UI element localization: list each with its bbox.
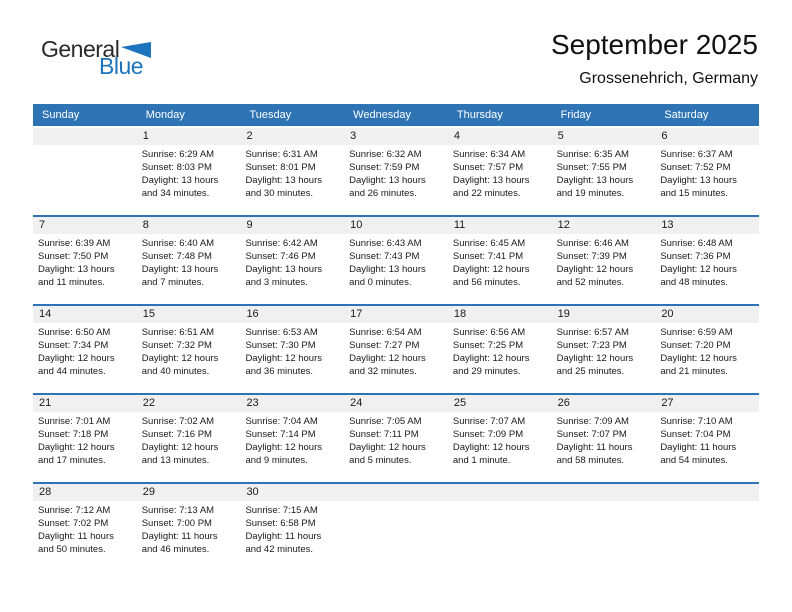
sunset-text: Sunset: 7:48 PM: [141, 251, 212, 262]
day-number: 24: [344, 395, 448, 412]
day-cell: [33, 217, 137, 304]
sunset-text: Sunset: 7:14 PM: [245, 429, 316, 440]
day-number: 25: [448, 395, 552, 412]
calendar-table: [33, 104, 759, 571]
sunset-text: Sunset: 7:18 PM: [38, 429, 109, 440]
day-number: 18: [448, 306, 552, 323]
day-details: [552, 145, 656, 200]
daylight-text: Daylight: 13 hours and 3 minutes.: [245, 264, 323, 288]
day-cell: [655, 395, 759, 482]
logo-text-general: General: [41, 36, 120, 62]
day-details: [448, 145, 552, 200]
day-number: 5: [552, 128, 656, 145]
sunset-text: Sunset: 7:55 PM: [556, 162, 627, 173]
week-row: [33, 482, 759, 571]
daylight-text: Daylight: 12 hours and 25 minutes.: [556, 353, 634, 377]
day-details: [344, 323, 448, 378]
day-cell: [448, 306, 552, 393]
day-details: [137, 234, 241, 289]
daylight-text: Daylight: 13 hours and 11 minutes.: [38, 264, 115, 288]
weekday-header-sunday: Sunday: [42, 109, 80, 121]
day-number: 16: [240, 306, 344, 323]
empty-day-cell: [33, 128, 137, 215]
day-cell: [137, 128, 241, 215]
sunset-text: Sunset: 7:07 PM: [556, 429, 627, 440]
day-details: [33, 323, 137, 378]
day-band-empty: [344, 484, 448, 501]
daylight-text: Daylight: 13 hours and 26 minutes.: [349, 175, 426, 199]
day-number: 29: [137, 484, 241, 501]
day-number: 7: [33, 217, 137, 234]
day-cell: [240, 217, 344, 304]
day-details: [33, 412, 137, 467]
day-band-empty: [33, 128, 137, 145]
page-subtitle: Grossenehrich, Germany: [579, 69, 758, 87]
daylight-text: Daylight: 13 hours and 15 minutes.: [660, 175, 737, 199]
day-cell: [137, 484, 241, 571]
daylight-text: Daylight: 11 hours and 58 minutes.: [556, 442, 633, 466]
sunrise-text: Sunrise: 6:29 AM: [141, 149, 215, 160]
daylight-text: Daylight: 12 hours and 1 minute.: [452, 442, 530, 466]
day-number: 2: [240, 128, 344, 145]
daylight-text: Daylight: 13 hours and 30 minutes.: [245, 175, 323, 199]
day-cell: [655, 306, 759, 393]
weekday-header-friday: Friday: [560, 109, 592, 121]
sunrise-text: Sunrise: 6:51 AM: [141, 327, 215, 338]
daylight-text: Daylight: 12 hours and 48 minutes.: [660, 264, 737, 288]
day-number: 15: [137, 306, 241, 323]
day-cell: [344, 306, 448, 393]
sunset-text: Sunset: 8:01 PM: [245, 162, 316, 173]
day-details: [240, 234, 344, 289]
day-details: [137, 323, 241, 378]
day-cell: [240, 306, 344, 393]
week-row: [33, 304, 759, 393]
day-details: [655, 145, 759, 200]
day-cell: [448, 395, 552, 482]
empty-day-cell: [448, 484, 552, 571]
sunset-text: Sunset: 6:58 PM: [245, 518, 316, 529]
day-details: [33, 234, 137, 289]
day-number: 13: [655, 217, 759, 234]
daylight-text: Daylight: 11 hours and 54 minutes.: [660, 442, 737, 466]
sunset-text: Sunset: 7:32 PM: [141, 340, 212, 351]
daylight-text: Daylight: 13 hours and 7 minutes.: [141, 264, 219, 288]
sunrise-text: Sunrise: 7:07 AM: [452, 416, 526, 427]
day-details: [33, 501, 137, 556]
general-blue-logo: [41, 38, 151, 78]
sunset-text: Sunset: 7:59 PM: [349, 162, 420, 173]
sunrise-text: Sunrise: 7:05 AM: [349, 416, 422, 427]
day-cell: [137, 217, 241, 304]
daylight-text: Daylight: 12 hours and 40 minutes.: [141, 353, 219, 377]
daylight-text: Daylight: 13 hours and 22 minutes.: [452, 175, 530, 199]
day-number: 27: [655, 395, 759, 412]
sunset-text: Sunset: 7:39 PM: [556, 251, 627, 262]
day-details: [655, 323, 759, 378]
day-details: [655, 234, 759, 289]
sunrise-text: Sunrise: 6:45 AM: [452, 238, 526, 249]
day-details: [344, 145, 448, 200]
sunrise-text: Sunrise: 7:04 AM: [245, 416, 318, 427]
sunrise-text: Sunrise: 7:15 AM: [245, 505, 318, 516]
day-cell: [33, 306, 137, 393]
sunset-text: Sunset: 7:00 PM: [141, 518, 212, 529]
daylight-text: Daylight: 12 hours and 52 minutes.: [556, 264, 634, 288]
sunrise-text: Sunrise: 6:39 AM: [38, 238, 111, 249]
sunrise-text: Sunrise: 7:02 AM: [141, 416, 215, 427]
page-title: September 2025: [550, 29, 758, 60]
sunrise-text: Sunrise: 7:01 AM: [38, 416, 111, 427]
day-band-empty: [655, 484, 759, 501]
day-cell: [655, 128, 759, 215]
day-cell: [552, 306, 656, 393]
day-cell: [33, 395, 137, 482]
daylight-text: Daylight: 12 hours and 9 minutes.: [245, 442, 323, 466]
day-number: 23: [240, 395, 344, 412]
daylight-text: Daylight: 12 hours and 44 minutes.: [38, 353, 115, 377]
sunset-text: Sunset: 7:02 PM: [38, 518, 109, 529]
daylight-text: Daylight: 12 hours and 13 minutes.: [141, 442, 219, 466]
day-details: [448, 234, 552, 289]
daylight-text: Daylight: 12 hours and 56 minutes.: [452, 264, 530, 288]
day-number: 30: [240, 484, 344, 501]
weekday-header-thursday: Thursday: [456, 109, 503, 121]
day-number: 19: [552, 306, 656, 323]
day-details: [240, 323, 344, 378]
sunrise-text: Sunrise: 6:43 AM: [349, 238, 422, 249]
daylight-text: Daylight: 12 hours and 17 minutes.: [38, 442, 115, 466]
daylight-text: Daylight: 12 hours and 32 minutes.: [349, 353, 426, 377]
day-cell: [448, 217, 552, 304]
sunset-text: Sunset: 7:11 PM: [349, 429, 419, 440]
day-details: [240, 412, 344, 467]
week-row: [33, 126, 759, 215]
day-number: 4: [448, 128, 552, 145]
empty-day-cell: [344, 484, 448, 571]
sunrise-text: Sunrise: 6:54 AM: [349, 327, 422, 338]
day-cell: [552, 217, 656, 304]
day-cell: [240, 484, 344, 571]
sunrise-text: Sunrise: 6:57 AM: [556, 327, 629, 338]
day-cell: [137, 395, 241, 482]
day-number: 20: [655, 306, 759, 323]
sunset-text: Sunset: 7:30 PM: [245, 340, 316, 351]
day-cell: [33, 484, 137, 571]
day-cell: [344, 128, 448, 215]
sunset-text: Sunset: 7:46 PM: [245, 251, 316, 262]
day-number: 14: [33, 306, 137, 323]
day-number: 22: [137, 395, 241, 412]
sunrise-text: Sunrise: 6:32 AM: [349, 149, 422, 160]
sunrise-text: Sunrise: 6:48 AM: [660, 238, 733, 249]
day-details: [137, 412, 241, 467]
daylight-text: Daylight: 11 hours and 46 minutes.: [141, 531, 218, 555]
weekday-header-row: [33, 104, 759, 126]
day-number: 8: [137, 217, 241, 234]
day-number: 26: [552, 395, 656, 412]
sunset-text: Sunset: 7:20 PM: [660, 340, 731, 351]
day-details: [137, 501, 241, 556]
day-details: [448, 323, 552, 378]
sunset-text: Sunset: 7:27 PM: [349, 340, 420, 351]
sunrise-text: Sunrise: 6:42 AM: [245, 238, 318, 249]
sunrise-text: Sunrise: 6:35 AM: [556, 149, 629, 160]
sunset-text: Sunset: 7:25 PM: [452, 340, 524, 351]
day-cell: [552, 395, 656, 482]
day-number: 12: [552, 217, 656, 234]
day-number: 3: [344, 128, 448, 145]
sunset-text: Sunset: 7:09 PM: [452, 429, 524, 440]
day-details: [344, 412, 448, 467]
sunset-text: Sunset: 7:41 PM: [452, 251, 524, 262]
day-cell: [240, 395, 344, 482]
sunset-text: Sunset: 7:16 PM: [141, 429, 212, 440]
sunset-text: Sunset: 7:34 PM: [38, 340, 109, 351]
day-details: [552, 323, 656, 378]
sunrise-text: Sunrise: 6:46 AM: [556, 238, 629, 249]
sunrise-text: Sunrise: 7:13 AM: [141, 505, 215, 516]
title-block: [551, 30, 758, 87]
daylight-text: Daylight: 12 hours and 36 minutes.: [245, 353, 323, 377]
day-cell: [552, 128, 656, 215]
sunrise-text: Sunrise: 6:56 AM: [452, 327, 526, 338]
sunrise-text: Sunrise: 6:50 AM: [38, 327, 111, 338]
day-details: [655, 412, 759, 467]
sunset-text: Sunset: 7:43 PM: [349, 251, 420, 262]
weekday-header-monday: Monday: [145, 109, 185, 121]
sunrise-text: Sunrise: 6:37 AM: [660, 149, 733, 160]
day-details: [344, 234, 448, 289]
daylight-text: Daylight: 13 hours and 19 minutes.: [556, 175, 634, 199]
week-row: [33, 393, 759, 482]
sunset-text: Sunset: 7:57 PM: [452, 162, 524, 173]
day-cell: [344, 395, 448, 482]
logo-text-blue: Blue: [99, 53, 144, 79]
day-band-empty: [552, 484, 656, 501]
sunrise-text: Sunrise: 6:34 AM: [452, 149, 526, 160]
day-details: [137, 145, 241, 200]
weekday-header-saturday: Saturday: [664, 109, 709, 121]
day-number: 17: [344, 306, 448, 323]
day-band-empty: [448, 484, 552, 501]
daylight-text: Daylight: 13 hours and 0 minutes.: [349, 264, 426, 288]
weekday-header-wednesday: Wednesday: [353, 109, 412, 121]
sunrise-text: Sunrise: 6:31 AM: [245, 149, 318, 160]
day-number: 28: [33, 484, 137, 501]
day-cell: [448, 128, 552, 215]
sunset-text: Sunset: 7:23 PM: [556, 340, 627, 351]
day-number: 1: [137, 128, 241, 145]
daylight-text: Daylight: 13 hours and 34 minutes.: [141, 175, 219, 199]
sunset-text: Sunset: 7:52 PM: [660, 162, 731, 173]
day-cell: [655, 217, 759, 304]
day-cell: [137, 306, 241, 393]
day-number: 21: [33, 395, 137, 412]
day-details: [240, 501, 344, 556]
day-number: 11: [448, 217, 552, 234]
daylight-text: Daylight: 11 hours and 42 minutes.: [245, 531, 322, 555]
weekday-header-tuesday: Tuesday: [249, 109, 292, 121]
day-details: [448, 412, 552, 467]
day-number: 9: [240, 217, 344, 234]
day-number: 6: [655, 128, 759, 145]
daylight-text: Daylight: 11 hours and 50 minutes.: [38, 531, 114, 555]
week-row: [33, 215, 759, 304]
sunrise-text: Sunrise: 7:09 AM: [556, 416, 629, 427]
daylight-text: Daylight: 12 hours and 5 minutes.: [349, 442, 426, 466]
daylight-text: Daylight: 12 hours and 29 minutes.: [452, 353, 530, 377]
daylight-text: Daylight: 12 hours and 21 minutes.: [660, 353, 737, 377]
calendar-weeks: [33, 126, 759, 571]
empty-day-cell: [552, 484, 656, 571]
day-cell: [344, 217, 448, 304]
day-details: [552, 412, 656, 467]
sunrise-text: Sunrise: 6:59 AM: [660, 327, 733, 338]
sunset-text: Sunset: 7:50 PM: [38, 251, 109, 262]
sunset-text: Sunset: 8:03 PM: [141, 162, 212, 173]
day-number: 10: [344, 217, 448, 234]
sunrise-text: Sunrise: 7:12 AM: [38, 505, 111, 516]
sunset-text: Sunset: 7:36 PM: [660, 251, 731, 262]
masthead: [33, 0, 758, 104]
day-details: [552, 234, 656, 289]
sunrise-text: Sunrise: 6:40 AM: [141, 238, 215, 249]
day-details: [240, 145, 344, 200]
empty-day-cell: [655, 484, 759, 571]
day-cell: [240, 128, 344, 215]
sunrise-text: Sunrise: 7:10 AM: [660, 416, 733, 427]
sunrise-text: Sunrise: 6:53 AM: [245, 327, 318, 338]
sunset-text: Sunset: 7:04 PM: [660, 429, 731, 440]
